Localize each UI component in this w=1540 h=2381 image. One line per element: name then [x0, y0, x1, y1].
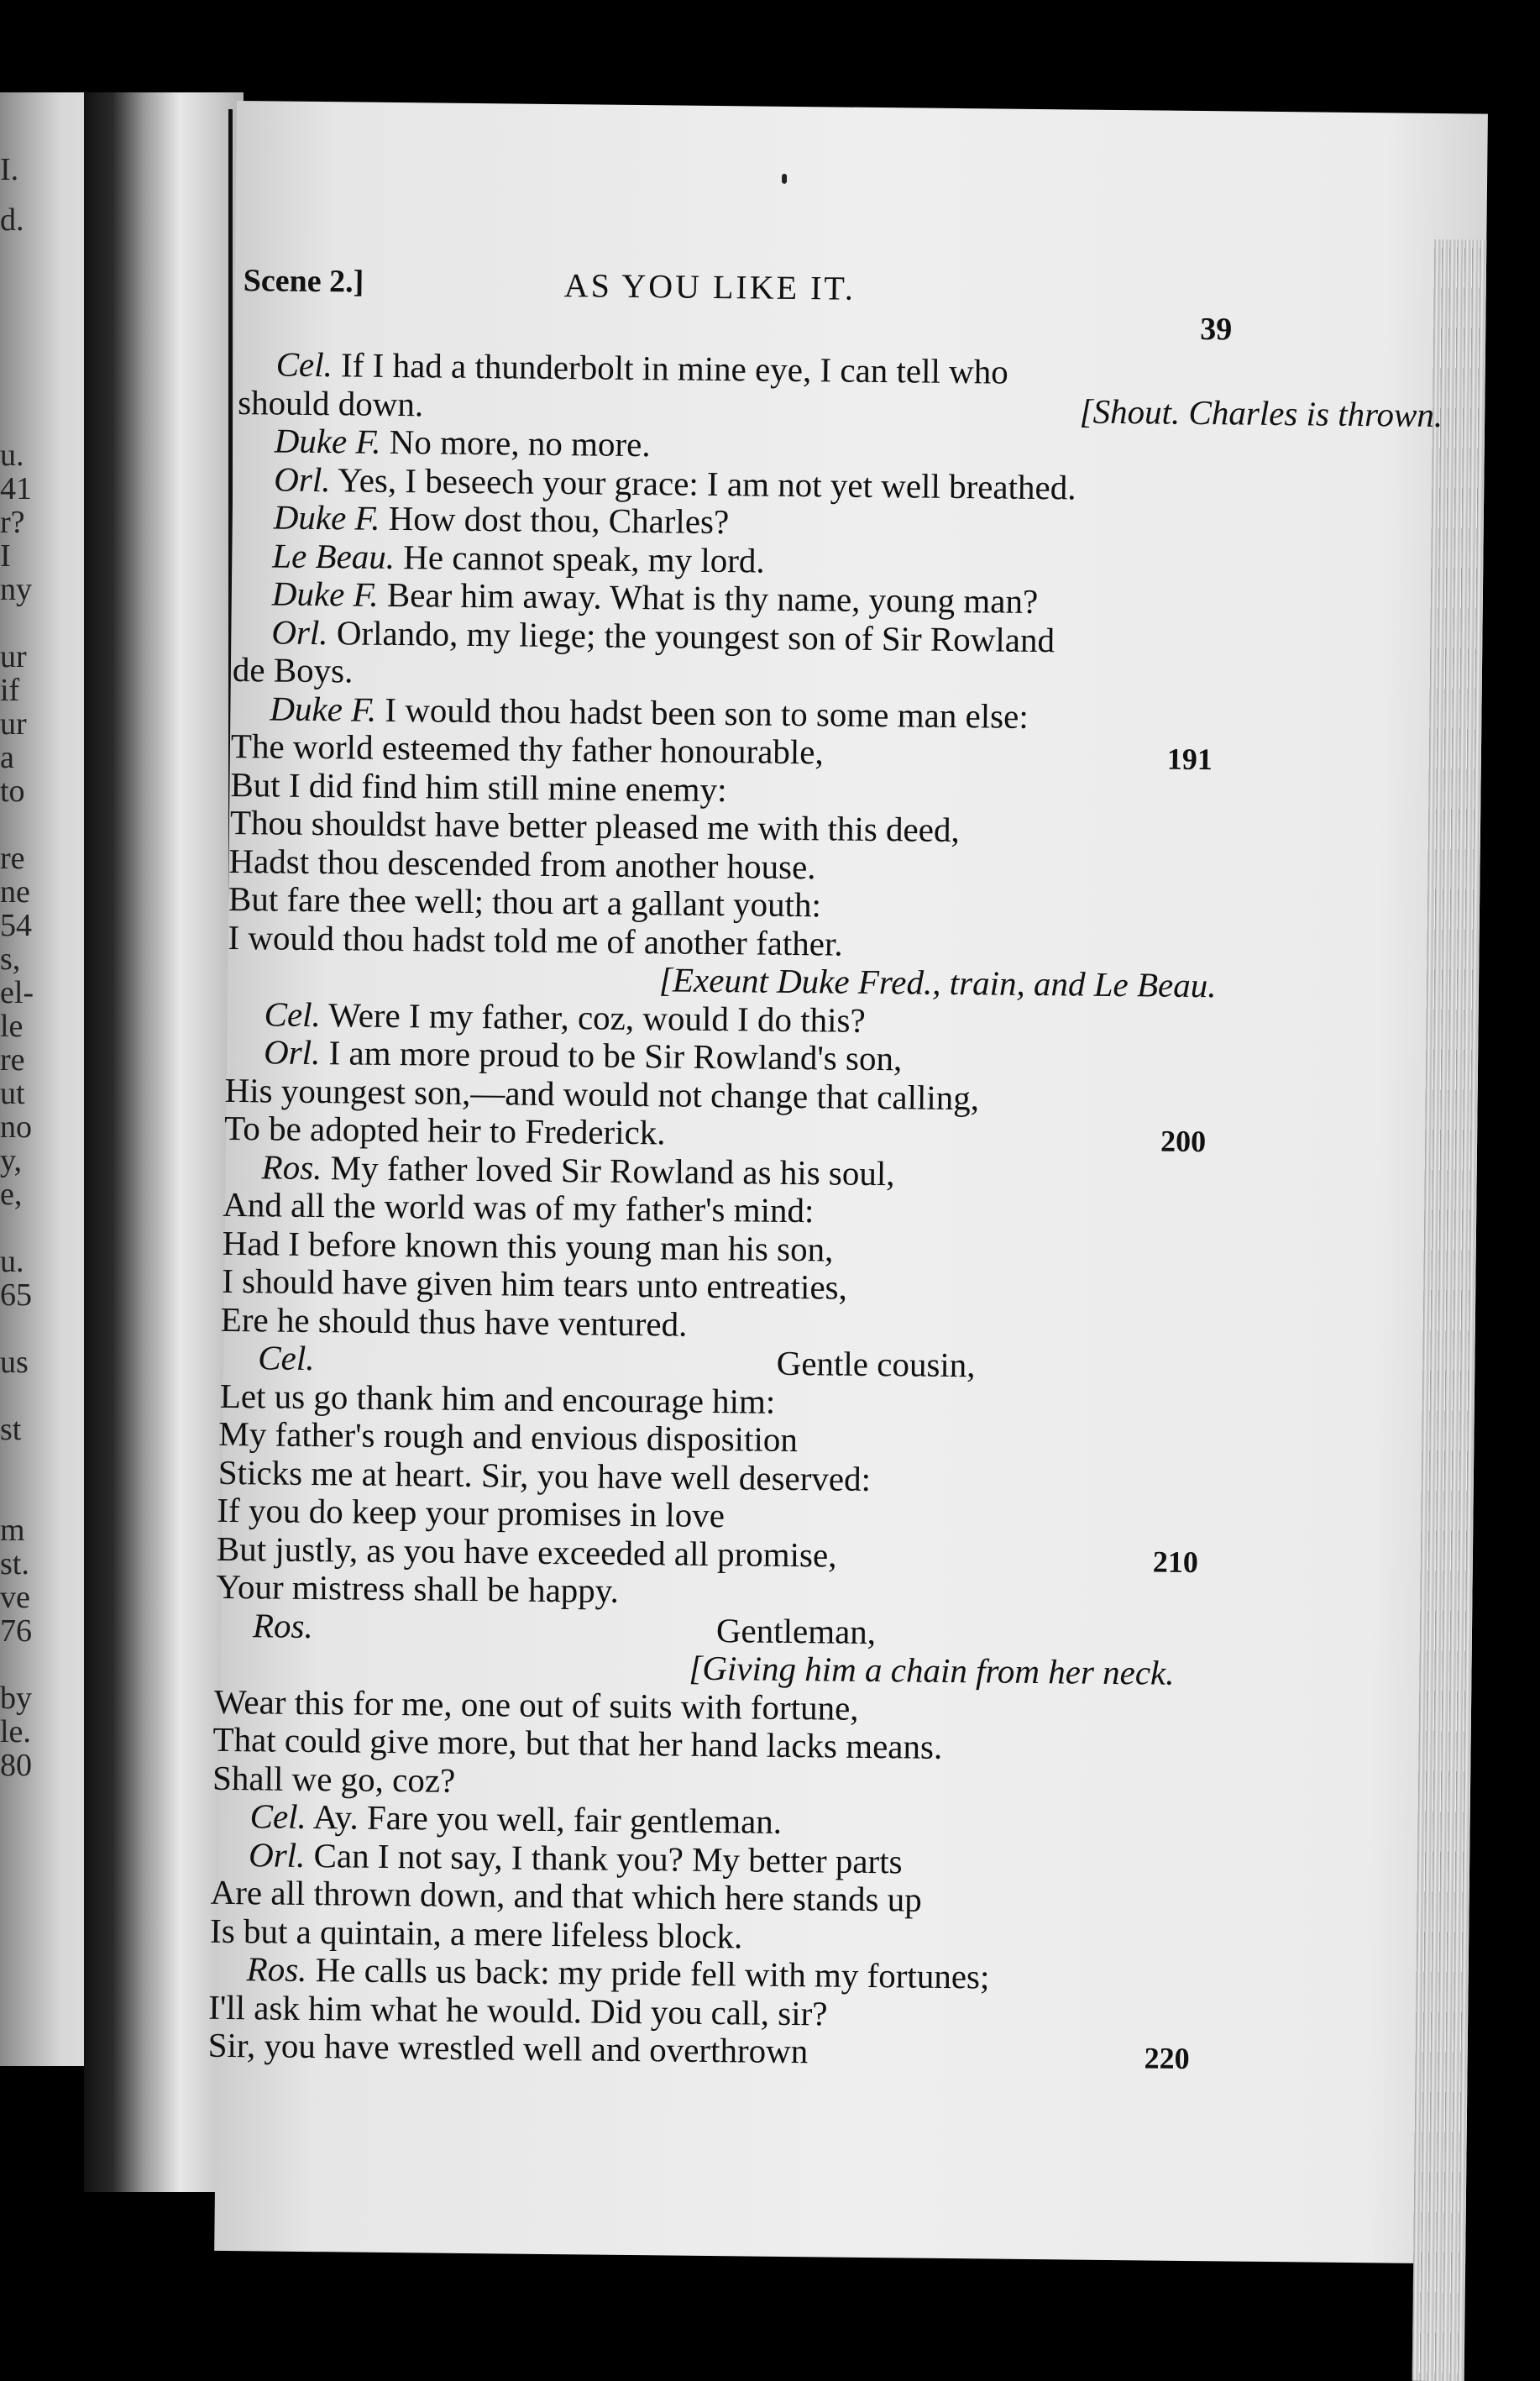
- facing-page-fragment: u.: [0, 1244, 24, 1279]
- text-line: [230, 765, 726, 809]
- verse-text: But I did find him still mine enemy:: [230, 764, 727, 810]
- speaker-name: Ros.: [252, 1606, 313, 1646]
- verse-text: Sticks me at heart. Sir, you have well deserved:: [217, 1452, 872, 1498]
- verse-text: That could give more, but that her hand lacks means.: [212, 1719, 943, 1766]
- verse-text: Are all thrown down, and that which here stands up: [210, 1872, 922, 1919]
- verse-text: Ay. Fare you well, fair gentleman.: [312, 1797, 783, 1841]
- speaker-name: Cel.: [264, 994, 322, 1035]
- verse-text: Your mistress shall be happy.: [216, 1566, 620, 1610]
- speaker-name: Orl.: [271, 612, 328, 653]
- running-header-title: AS YOU LIKE IT.: [563, 266, 856, 307]
- facing-page-fragment: 41: [0, 471, 32, 506]
- line-number: 220: [1144, 2041, 1190, 2076]
- speaker-name: Orl.: [263, 1032, 321, 1072]
- verse-text: To be adopted heir to Frederick.: [223, 1108, 666, 1152]
- text-line: [228, 879, 821, 924]
- speaker-name: Cel.: [249, 1796, 307, 1836]
- facing-page-fragment: ur: [0, 706, 27, 742]
- facing-page-fragment: e,: [0, 1177, 23, 1212]
- text-line: [231, 726, 824, 771]
- speaker-name: Duke F.: [271, 574, 379, 614]
- facing-page-fragment: le: [0, 1009, 24, 1044]
- text-line: [271, 612, 1055, 659]
- facing-page-fragment: st: [0, 1412, 22, 1447]
- verse-text: I am more proud to be Sir Rowland's son,: [328, 1033, 903, 1078]
- facing-page-fragment: ne: [0, 874, 30, 910]
- text-line: [208, 2026, 809, 2070]
- verse-text: No more, no more.: [389, 422, 651, 464]
- facing-page-fragment: us: [0, 1345, 29, 1380]
- facing-page-fragment: if: [0, 673, 20, 708]
- text-line: [216, 1567, 619, 1610]
- text-line: [659, 960, 1217, 1004]
- facing-page-fragment: re: [0, 1042, 25, 1078]
- verse-text: But justly, as you have exceeded all promise,: [216, 1529, 837, 1575]
- verse-text: Yes, I beseech your grace: I am not yet well breathed.: [337, 460, 1076, 507]
- verse-text: My father's rough and envious disposition: [218, 1413, 799, 1460]
- verse-text: But fare thee well; thou art a gallant youth:: [228, 878, 822, 925]
- facing-page-fragment: st.: [0, 1546, 29, 1581]
- text-line: [221, 1300, 688, 1344]
- text-line: [212, 1759, 456, 1800]
- text-line: [253, 1606, 877, 1651]
- facing-page-fragment: ut: [0, 1076, 25, 1111]
- speaker-name: Duke F.: [270, 689, 377, 729]
- verse-text: de Boys.: [232, 649, 354, 690]
- text-line: [223, 1185, 815, 1230]
- play-text: [207, 344, 1443, 2076]
- facing-page-fragment: a: [0, 740, 14, 775]
- verse-text: And all the world was of my father's mind:: [222, 1184, 815, 1230]
- verse-text: Orlando, my liege; the youngest son of Sir Rowland: [336, 613, 1055, 660]
- facing-page-fragment: I: [0, 538, 11, 574]
- facing-page-fragment: m: [0, 1513, 25, 1548]
- speaker-name: Ros.: [246, 1949, 307, 1989]
- speaker-name: Orl.: [274, 459, 331, 500]
- facing-page-fragment: re: [0, 841, 25, 876]
- facing-page-fragment: el-: [0, 975, 34, 1010]
- verse-text: Shall we go, coz?: [212, 1758, 456, 1800]
- verse-text: Wear this for me, one out of suits with fortune,: [213, 1681, 859, 1728]
- verse-text: The world esteemed thy father honourable,: [230, 726, 825, 772]
- text-line: [249, 1796, 782, 1841]
- verse-text: Bear him away. What is thy name, young man?: [386, 574, 1039, 621]
- verse-text: Thou shouldst have better pleased me with this deed,: [229, 802, 960, 850]
- book-page: [207, 101, 1488, 2263]
- facing-page-fragment: u.: [0, 438, 24, 473]
- page-number: 39: [1199, 312, 1233, 348]
- verse-text: I'll ask him what he would. Did you call, sir?: [207, 1987, 828, 2033]
- facing-page-fragment: ny: [0, 572, 32, 607]
- stage-direction: [Giving him a chain from her neck.: [689, 1648, 1175, 1692]
- verse-text: If I had a thunderbolt in mine eye, I can tell who: [340, 345, 1009, 391]
- verse-text: Had I before known this young man his son,: [222, 1223, 834, 1269]
- verse-text: Gentleman,: [715, 1611, 877, 1652]
- facing-page-fragment: 80: [0, 1748, 32, 1783]
- text-line: [689, 1649, 1175, 1692]
- verse-text: Let us go thank him and encourage him:: [219, 1376, 776, 1421]
- facing-page-fragment: 76: [0, 1613, 32, 1649]
- verse-text: Gentle cousin,: [776, 1343, 976, 1385]
- verse-text: Ere he should thus have ventured.: [220, 1299, 688, 1344]
- text-line: [217, 1491, 725, 1534]
- line-number: 200: [1160, 1124, 1207, 1159]
- text-line: [210, 1912, 743, 1956]
- verse-text: My father loved Sir Rowland as his soul,: [330, 1148, 895, 1193]
- verse-text: I would thou hadst told me of another father.: [228, 917, 843, 963]
- speaker-name: Cel.: [275, 344, 333, 385]
- text-line: [264, 1032, 903, 1078]
- verse-text: Hadst thou descended from another house.: [228, 841, 816, 887]
- verse-text: Can I not say, I thank you? My better parts: [313, 1836, 903, 1881]
- text-line: [275, 421, 651, 464]
- facing-page-fragment: ur: [0, 639, 27, 674]
- verse-text: I should have given him tears unto entreaties,: [222, 1261, 848, 1307]
- text-line: [222, 1261, 847, 1307]
- facing-page-fragment: le.: [0, 1714, 31, 1749]
- verse-text: If you do keep your promises in love: [217, 1490, 725, 1535]
- verse-text: Were I my father, coz, would I do this?: [328, 995, 866, 1040]
- facing-page-fragment: by: [0, 1681, 32, 1716]
- speaker-name: Orl.: [248, 1835, 306, 1875]
- speaker-name: Duke F.: [273, 497, 380, 538]
- line-number: 191: [1166, 742, 1213, 777]
- running-header-scene: Scene 2.]: [243, 263, 364, 300]
- verse-text: How dost thou, Charles?: [388, 498, 730, 542]
- facing-page-fragment: d.: [0, 202, 24, 238]
- speaker-name: Le Beau.: [272, 536, 395, 576]
- facing-page-fragment: s,: [0, 941, 21, 977]
- text-line: [218, 1414, 798, 1459]
- ink-speck: [782, 174, 787, 184]
- speaker-name: Ros.: [261, 1147, 322, 1188]
- facing-page-fragment: 65: [0, 1277, 32, 1313]
- verse-text: He cannot speak, my lord.: [403, 538, 765, 580]
- facing-page-fragment: ve: [0, 1580, 30, 1615]
- speaker-name: Duke F.: [274, 421, 381, 461]
- stage-direction: [Exeunt Duke Fred., train, and Le Beau.: [658, 960, 1217, 1005]
- text-line: [220, 1377, 776, 1421]
- verse-text: He calls us back: my pride fell with my fortunes;: [315, 1950, 990, 1996]
- speaker-name: Cel.: [258, 1338, 315, 1378]
- page-edges: [1412, 239, 1487, 2381]
- verse-text: should down.: [237, 383, 424, 424]
- verse-text: Sir, you have wrestled well and overthrown: [207, 2025, 809, 2071]
- text-line: [272, 536, 765, 580]
- text-line: [233, 650, 354, 690]
- text-line: [228, 918, 843, 963]
- stage-direction: [Shout. Charles is thrown.: [1079, 391, 1443, 435]
- facing-page-fragment: to: [0, 774, 25, 809]
- facing-page-fragment: y,: [0, 1143, 23, 1178]
- facing-page-fragment: no: [0, 1109, 32, 1145]
- verse-text: Is but a quintain, a mere lifeless block.: [209, 1911, 743, 1956]
- text-line: [274, 497, 730, 541]
- verse-text: I would thou hadst been son to some man else:: [385, 690, 1029, 736]
- text-line: [224, 1109, 666, 1151]
- verse-text: His youngest son,—and would not change that calling,: [224, 1070, 980, 1118]
- line-number: 210: [1152, 1545, 1199, 1580]
- facing-page-fragment: I.: [0, 152, 19, 187]
- facing-page-fragment: r?: [0, 505, 25, 540]
- facing-page-fragment: 54: [0, 908, 32, 943]
